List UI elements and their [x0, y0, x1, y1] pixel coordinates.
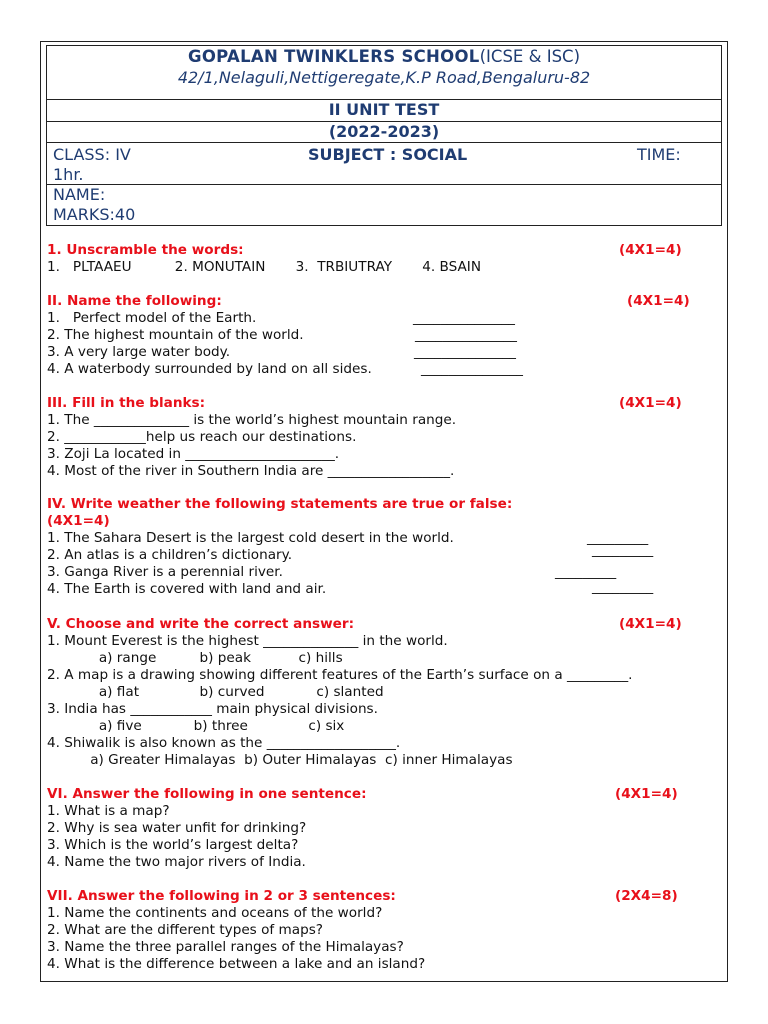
question-line: 3. Zoji La located in ______________________. — [47, 446, 340, 462]
question-line — [47, 310, 707, 327]
exam-page — [40, 41, 728, 982]
question-text: 2. The highest mountain of the world. — [47, 327, 304, 343]
question-text: 2. An atlas is a children’s dictionary. — [47, 547, 293, 563]
answer-blank: _________ — [592, 579, 654, 595]
question-line: 1. Mount Everest is the highest ______________ in the world. — [47, 633, 448, 649]
question-line: 4. Name the two major rivers of India. — [47, 854, 306, 870]
question-line: 4. Most of the river in Southern India are __________________. — [47, 463, 455, 479]
section-marks: (4X1=4) — [615, 786, 678, 802]
section-title-text: VII. Answer the following in 2 or 3 sentences: — [47, 888, 396, 904]
question-line: 4. Shiwalik is also known as the ___________________. — [47, 735, 401, 751]
school-title — [47, 47, 721, 66]
section-title — [47, 395, 707, 412]
section-true-false — [47, 496, 707, 598]
name-marks-row — [46, 184, 722, 226]
question-text: 4. A waterbody surrounded by land on all sides. — [47, 361, 372, 377]
answer-blank: _________ — [587, 530, 649, 546]
options-line: a) flat b) curved c) slanted — [47, 684, 384, 700]
answer-blank: _______________ — [414, 344, 516, 360]
question-line: 3. India has ____________ main physical divisions. — [47, 701, 378, 717]
section-marks: (4X1=4) — [619, 242, 682, 258]
section-marks: (4X1=4) — [627, 293, 690, 309]
question-line: 4. What is the difference between a lake and an island? — [47, 956, 426, 972]
answer-blank: _________ — [555, 564, 617, 580]
answer-blank: _______________ — [421, 361, 523, 377]
answer-blank: _______________ — [415, 327, 517, 343]
section-marks: (4X1=4) — [619, 395, 682, 411]
school-header — [46, 45, 722, 100]
question-line — [47, 344, 707, 361]
section-title-text: 1. Unscramble the words: — [47, 242, 244, 258]
time-value: 1hr. — [53, 165, 84, 184]
school-name: GOPALAN TWINKLERS SCHOOL — [187, 47, 480, 66]
section-title-text: III. Fill in the blanks: — [47, 395, 206, 411]
marks-label: MARKS:40 — [53, 205, 136, 224]
section-title — [47, 616, 707, 633]
question-line: 2. ____________help us reach our destinations. — [47, 429, 357, 445]
section-title — [47, 786, 707, 803]
section-marks: (4X1=4) — [619, 616, 682, 632]
section-choose-answer — [47, 616, 707, 769]
question-line: 1. PLTAAEU 2. MONUTAIN 3. TRBIUTRAY 4. BSAIN — [47, 259, 481, 275]
test-name: II UNIT TEST — [328, 100, 440, 119]
section-title-text: VI. Answer the following in one sentence: — [47, 786, 367, 802]
section-one-sentence — [47, 786, 707, 871]
section-marks: (4X1=4) — [47, 513, 110, 529]
school-board: (ICSE & ISC) — [479, 47, 581, 66]
section-short-answer — [47, 888, 707, 973]
name-label: NAME: — [53, 185, 106, 204]
academic-year: (2022-2023) — [328, 122, 440, 141]
question-line: 3. Which is the world’s largest delta? — [47, 837, 299, 853]
question-text: 3. A very large water body. — [47, 344, 231, 360]
question-text: 1. Perfect model of the Earth. — [47, 310, 257, 326]
question-text: 3. Ganga River is a perennial river. — [47, 564, 283, 580]
section-unscramble — [47, 242, 707, 276]
class-label: CLASS: IV — [53, 145, 131, 164]
question-line — [47, 581, 707, 598]
subject-label: SUBJECT : SOCIAL — [308, 145, 468, 164]
question-text: 4. The Earth is covered with land and air. — [47, 581, 327, 597]
section-title — [47, 888, 707, 905]
question-line: 3. Name the three parallel ranges of the Himalayas? — [47, 939, 404, 955]
year-row — [46, 121, 722, 143]
section-title — [47, 293, 707, 310]
question-line: 1. What is a map? — [47, 803, 170, 819]
options-line: a) Greater Himalayas b) Outer Himalayas c) inner Himalayas — [47, 752, 513, 768]
section-name-following — [47, 293, 707, 378]
test-name-row — [46, 99, 722, 122]
question-line: 2. What are the different types of maps? — [47, 922, 324, 938]
class-subject-row — [46, 142, 722, 185]
question-line — [47, 542, 707, 564]
question-line: 2. A map is a drawing showing different features of the Earth’s surface on a _________. — [47, 667, 633, 683]
answer-blank: _______________ — [413, 310, 515, 326]
section-fill-blanks — [47, 395, 707, 480]
section-title — [47, 242, 707, 259]
section-title-text: II. Name the following: — [47, 293, 222, 309]
question-line: 2. Why is sea water unfit for drinking? — [47, 820, 307, 836]
section-title-text: V. Choose and write the correct answer: — [47, 616, 355, 632]
time-label: TIME: — [637, 145, 681, 164]
question-line: 1. The ______________ is the world’s highest mountain range. — [47, 412, 457, 428]
section-title: IV. Write weather the following statements are true or false: — [47, 496, 513, 512]
section-marks: (2X4=8) — [615, 888, 678, 904]
answer-blank: _________ — [592, 542, 654, 558]
school-address: 42/1,Nelaguli,Nettigeregate,K.P Road,Bengaluru-82 — [177, 68, 591, 87]
options-line: a) five b) three c) six — [47, 718, 345, 734]
question-line: 1. Name the continents and oceans of the world? — [47, 905, 383, 921]
question-line — [47, 361, 707, 378]
question-line — [47, 327, 707, 344]
options-line: a) range b) peak c) hills — [47, 650, 343, 666]
question-text: 1. The Sahara Desert is the largest cold desert in the world. — [47, 530, 454, 546]
